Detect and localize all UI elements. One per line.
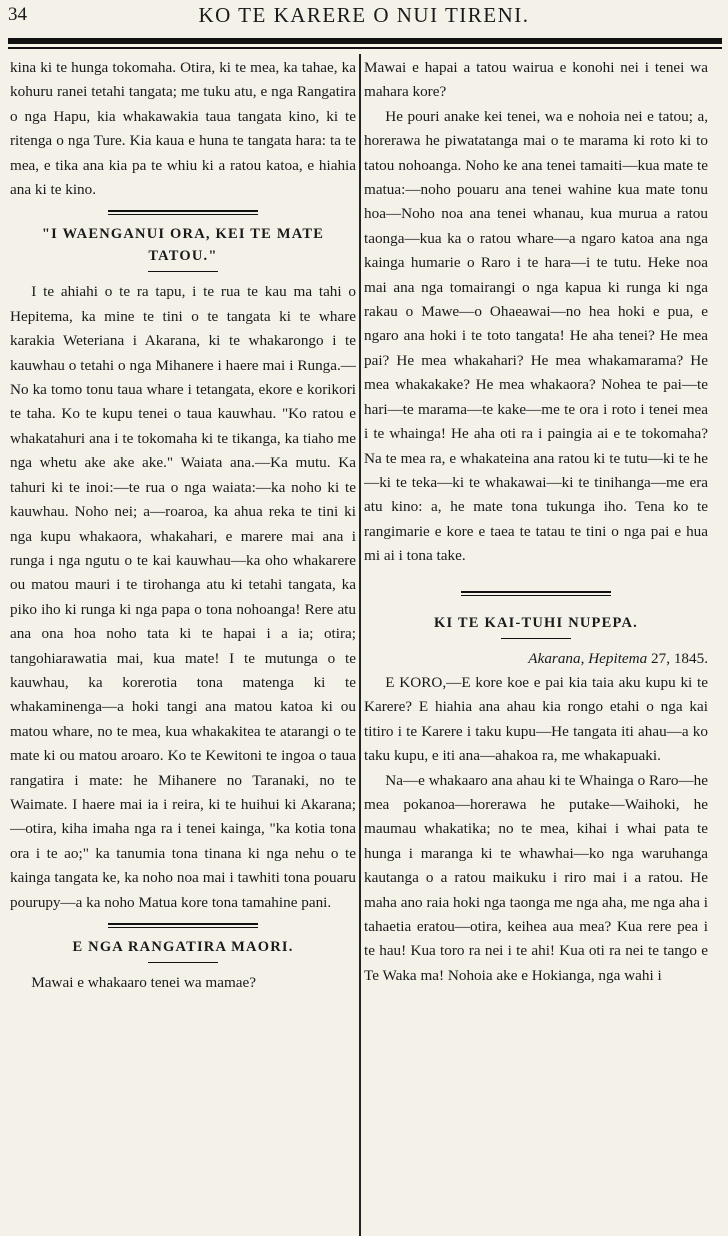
heading-underline (148, 271, 218, 272)
dateline-date: 27, 1845. (651, 649, 708, 667)
masthead (0, 0, 728, 50)
section-divider (108, 210, 258, 215)
running-title: KO TE KARERE O NUI TIRENI. (198, 3, 530, 27)
letter-body: Na—e whakaaro ana ahau ki te Whainga o Raro—he mea pokanoa—horerawa he putake—Waihoki, he maumau whakatika; no te mea, kihai i whai pata te hunga i maranga ki te whawhai—ko nga waruhanga kautanga o a ratou maikuku i riro mai i a ratou. He maha ano raia hoki nga taonga me nga aha, me nga aha i tahaetia eratou—otira, keihea aua mea? Kua rere pea i te hau! Kua toro ra nei i te ahi! Kua oti ra nei te tango e Te Waka ma! Nohoia ake e Hokianga, nga wahi i (364, 771, 708, 984)
column-separator (359, 54, 361, 1236)
header-rule-heavy (8, 38, 722, 44)
heading-underline (148, 962, 218, 963)
left-column (10, 56, 356, 1236)
article-body: Mawai e whakaaro tenei wa mamae? (31, 974, 257, 991)
article-continuation: kina ki te hunga tokomaha. Otira, ki te mea, ka tahae, ka kohuru ranei tetahi tangata; me tuku atu, e nga Rangatira o nga Hapu, kia whakawakia taua tangata kino, ki te ritenga o nga Ture. Kia kaua e huna te tangata hara: ta te mea, e tika ana kia pa te whiu ki a ratou katoa, e hiahia ana ki te kino. (10, 59, 356, 199)
page-number: 34 (8, 4, 27, 25)
dateline-place: Akarana, Hepitema (528, 649, 648, 667)
letter-dateline (364, 647, 708, 671)
article-heading: KI TE KAI-TUHI NUPEPA. (434, 614, 638, 631)
header-rule-thin (8, 47, 722, 49)
letter-body: E KORO,—E kore koe e pai kia taia aku kupu ki te Karere? E hiahia ana ahau kia rongo etahi o nga kai titiro i te Karere i taku kupu—He tangata iti ahau—a ko taku kupu, e iti ana—ahakoa ra, me whakapuaki. (364, 673, 708, 765)
section-divider (461, 591, 611, 596)
article-body: I te ahiahi o te ra tapu, i te rua te kau ma tahi o Hepitema, ka mine te tini o te tangata ki te whare karakia Weteriana i Akarana, ki te whakarongo i te kauwhau o tetahi o nga Mihanere i haere mai i Runga.—No ka tomo tonu taua whare i tetangata, ekore e korikori te taha. Ko te kupu tenei o taua kauwhau. "Ko ratou e whakatahuri ana i te tokomaha ki te tikanga, ka tiaho me nga whetu ake ake ake." Waiata ana.—Ka mutu. Ka tahuri ki te inoi:—te rua o nga waiata:—ka noho ki te kauwhau. Noho nei; a—roaroa, ka ahua reka te tini ki nga kupu whakaora, whakahari, e marere mai ana i runga i nga ngutu o te kai kauwhau—ka oho whakarere ou matou mauri i te tirohanga atu ki tetahi tangata, ka piko iho ki runga ki nga papa o tona nohoanga! Rere atu ana ona hoa noho tata ki te hapai i a ia; otira; tangohiarawatia mai, kua mate! I te mutunga o te kauwhau, ka korerotia tona matenga ki te whakaminenga—a hoki tangi ana matou katoa ki ou matou whare, no te mea, kua whakakitea te atarangi o te mate ki ou matou aroaro. Ko te Kewitoni te ingoa o taua rangatira i mate: he Mihanere no Taranaki, no te Waimate. I haere mai ia i reira, ki te huihui ki Akarana;—otira, kiha imaha nga ra i tenei kainga, "ka kotia tona ora i te ao;" ka tanumia tona tinana ki nga nehu o te kainga tangata ke, ka noho noa mai i tawhiti tona pouaru pouruру—a ka noho Matua kore tona tamahine pani. (10, 283, 356, 911)
right-column (364, 56, 708, 1236)
article-body: He pouri anake kei tenei, wa e nohoia nei e tatou; a, horerawa he piwatatanga mai o te marama ki roto ki to tatou nohoanga. Noho ke ana tenei tamaiti—kua mate te matua:—noho pouaru ana tenei wahine kua mate tonu hoa—Noho noa ana tenei whanau, kua murua a ratou taonga—kua ka o ratou whare—a ngaro katoa ana nga kainga humarie o Raro i te hara—i te tutu. Heke noa mai ana nga tomairangi o nga kapua ki runga ki nga rakau o Mawe—o Ohaeawai—no hea hoki e pua, e ngaro ana hoki i te toto tangata! He aha tenei? He mea pai? He mea whakahari? He mea whakamarama? He mea whakakake? He mea whakaora? Nohea te pai—te hari—te marama—te kake—me te ora i roto i tenei mea i te whainga! He aha oti ra i paingia ai e te tokomaha? Na te mea ra, e whakateina ana ratou ki te tutu—ki te he—ki te teka—ki te whakawai—ki te tinihanga—me era atu kino: a, he mate tona tukunga iho. Tena ko te rangimarie e kore e taea te tatau te tini o nga pai e hua mi ai i tona take. (364, 107, 708, 565)
article-continuation: Mawai e hapai a tatou wairua e konohi nei i tenei wa mahara kore? (364, 59, 708, 101)
article-heading: E NGA RANGATIRA MAORI. (72, 939, 294, 955)
article-heading: "I WAENGANUI ORA, KEI TE MATE TATOU." (41, 226, 325, 265)
heading-underline (501, 638, 571, 639)
section-divider (108, 923, 258, 928)
